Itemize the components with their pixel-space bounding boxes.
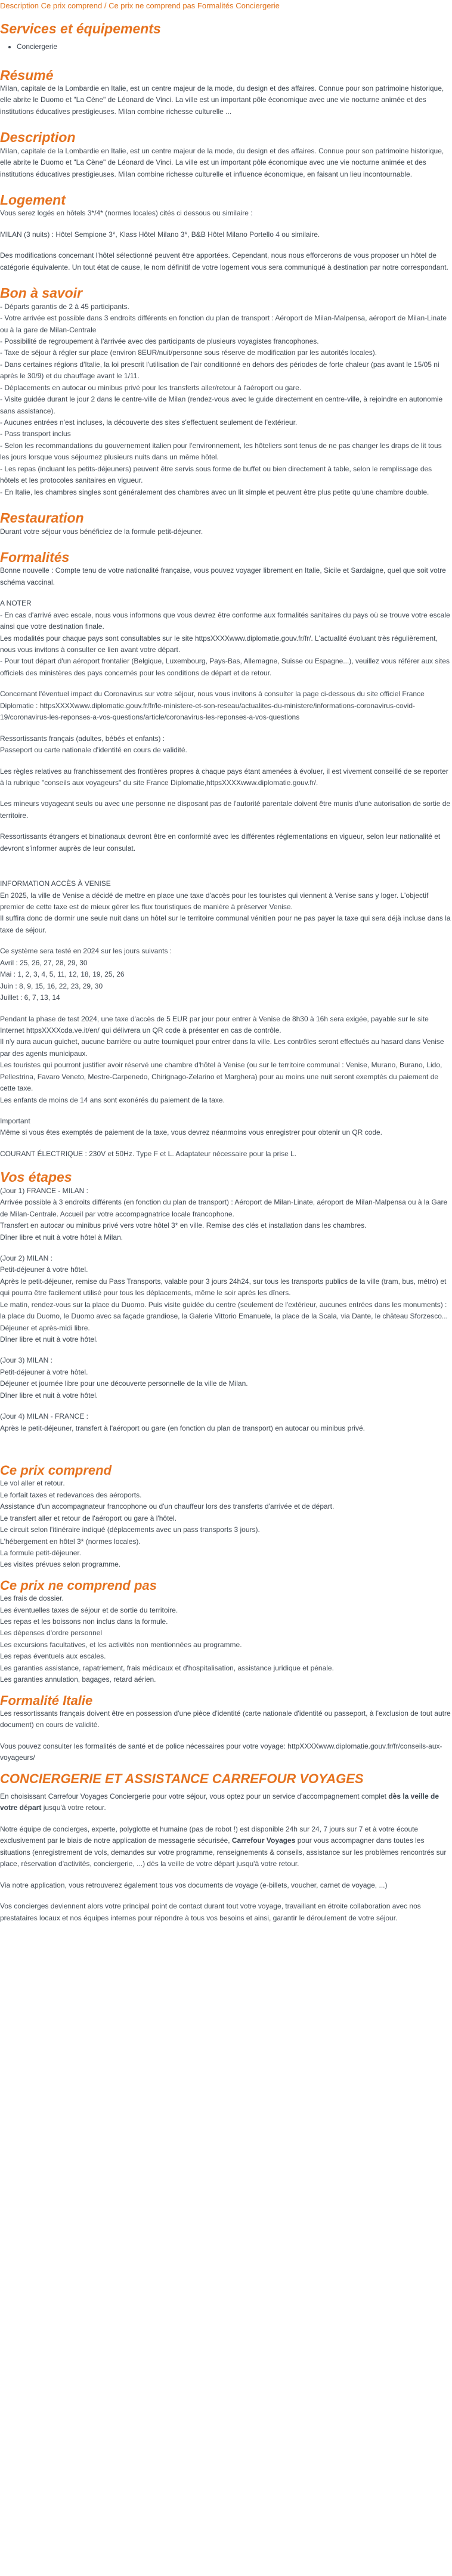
etape-day-title: (Jour 1) FRANCE - MILAN : (0, 1186, 89, 1195)
conciergerie-p1-bold: dès la veille de votre départ (0, 1792, 439, 1812)
etape-day (0, 1411, 452, 1434)
comprend-item: Le vol aller et retour. (0, 1479, 65, 1488)
comprend-title: Ce prix comprend (0, 1463, 112, 1478)
page (0, 1, 452, 1924)
etape-day-title: (Jour 3) MILAN : (0, 1356, 53, 1365)
comprend-item: Le transfert aller et retour de l'aéroport ou gare à l'hôtel. (0, 1514, 177, 1522)
etape-day-title: (Jour 4) MILAN - FRANCE : (0, 1412, 89, 1421)
conciergerie-p2-a: Notre équipe de concierges, experte, polyglotte et humaine (pas de robot !) est disponible 24h sur 24, 7 jours sur 7 et à votre écoute exclusivement par le biais de notre application de messagerie sécurisée, (0, 1824, 419, 1845)
venise-periode (0, 1014, 452, 1107)
comprend-item: Le circuit selon l'itinéraire indiqué (déplacements avec un pass transports 3 jours). (0, 1525, 260, 1534)
comprend-item: Les visites prévues selon programme. (0, 1560, 121, 1569)
restauration-text: Durant votre séjour vous bénéficiez de la formule petit-déjeuner. (0, 527, 203, 536)
bonasavoir-line: - Déplacements en autocar ou minibus privé pour les transferts aller/retour à l'aéroport ou gare. (0, 383, 302, 392)
formaliteitalie-title: Formalité Italie (0, 1692, 93, 1708)
description-title: Description (0, 129, 76, 146)
conciergerie-p2 (0, 1824, 452, 1870)
necomprend-item: Les repas et les boissons non inclus dans la formule. (0, 1617, 168, 1626)
description-text: Milan, capitale de la Lombardie en Italie, est un centre majeur de la mode, du design et des affaires. Connue pour son patrimoine historique, elle abrite le Duomo et "La Cène" de Léonard de Vinci. La ville est un important pôle économique avec une vie nocturne animée et des institutions éducatives prestigieuses. Milan combine richesse culturelle et influence économique, en faisant un lieu incontournable. (0, 146, 444, 178)
necomprend-item: Les garanties annulation, bagages, retard aérien. (0, 1675, 156, 1684)
services-title: Services et équipements (0, 20, 161, 36)
formalites-note-line: - En cas d'arrivé avec escale, nous vous informons que vous devrez être conforme aux formalités sanitaires du pays où se trouve votre escale ainsi que votre destination finale. (0, 610, 450, 631)
bonasavoir-list (0, 301, 452, 498)
venise-periode-line: Les enfants de moins de 14 ans sont exonérés du paiement de la taxe. (0, 1095, 225, 1104)
comprend-item: L'hébergement en hôtel 3* (normes locales). (0, 1537, 141, 1546)
logement-intro: Vous serez logés en hôtels 3*/4* (normes locales) cités ci dessous ou similaire : (0, 209, 253, 218)
necomprend-item: Les frais de dossier. (0, 1594, 64, 1603)
services-list (0, 41, 452, 52)
bonasavoir-line: - Les repas (incluant les petits-déjeuners) peuvent être servis sous forme de buffet ou bien directement à table, selon le remplissage des hôtels et les protocoles sanitaires en vigueur. (0, 464, 432, 485)
venise-periode-line: Pendant la phase de test 2024, une taxe d'accès de 5 EUR par jour pour entrer à Venise de 8h30 à 16h sera exigée, payable sur le site Internet httpsXXXXcda.ve.it/en/ qui délivrera un QR code à présenter en cas de contrôle. (0, 1014, 429, 1034)
necomprend-item: Les excursions facultatives, et les activités non mentionnées au programme. (0, 1640, 242, 1649)
comprend-item: Assistance d'un accompagnateur francophone ou d'un chauffeur lors des transferts d'arrivée et de départ. (0, 1502, 335, 1511)
etape-day-line: Transfert en autocar ou minibus privé vers votre hôtel 3* en ville. Remise des clés et installation dans les chambres. (0, 1221, 367, 1230)
bonasavoir-line: - Pass transport inclus (0, 430, 71, 438)
venise-line: En 2025, la ville de Venise a décidé de mettre en place une taxe d'accès pour les touristes qui viennent à Venise sans y loger. L'objectif premier de cette taxe est de mieux gérer les flux touristiques de manière à préserver Venise. (0, 891, 429, 912)
etape-day (0, 1253, 452, 1346)
formalites-frontieres: Les règles relatives au franchissement des frontières propres à chaque pays étant amenées à évoluer, il est vivement conseillé de se reporter à la rubrique "conseils aux voyageurs" du site France Diplomatie,httpsXXXXwww.diplomatie.gouv.fr/. (0, 767, 448, 787)
bonasavoir-line: - En Italie, les chambres singles sont généralement des chambres avec un lit simple et peuvent être plus petite qu'une chambre double. (0, 487, 429, 496)
etape-day-line: Dîner libre et nuit à votre hôtel. (0, 1335, 98, 1344)
formalites-intro: Bonne nouvelle : Compte tenu de votre nationalité française, vous pouvez voyager librement en Italie, Sicile et Sardaigne, quel que soit votre schéma vaccinal. (0, 566, 446, 586)
formalites-title: Formalités (0, 549, 70, 565)
resume-title: Résumé (0, 67, 54, 83)
restauration-title: Restauration (0, 510, 84, 526)
etape-day-line: Dîner libre et nuit à votre hôtel. (0, 1391, 98, 1400)
conciergerie-p3: Via notre application, vous retrouverez également tous vos documents de voyage (e-billets, voucher, carnet de voyage, ...) (0, 1880, 388, 1889)
logement-note: Des modifications concernant l'hôtel sélectionné peuvent être apportées. Cependant, nous nous efforcerons de vous proposer un hôtel de catégorie équivalente. Un tout état de cause, le nom définitif de votre logement vous sera communiqué à destination par notre correspondant. (0, 251, 448, 271)
conciergerie-p2-c: pour vous accompagner dans toutes les situations (enregistrement de vols, demandes sur votre programme, renseignements & conseils, assistance sur les problèmes rencontrés sur place, réservation d'activités, conciergerie, ...) dès la veille de votre départ jusqu'à votre retour. (0, 1836, 447, 1868)
venise-date-line: Ce système sera testé en 2024 sur les jours suivants : (0, 947, 172, 956)
formalites-mineurs: Les mineurs voyageant seuls ou avec une personne ne disposant pas de l'autorité parentale doivent être munis d'une autorisation de sortie de territoire. (0, 799, 451, 820)
venise-periode-line: Il n'y aura aucun guichet, aucune barrière ou autre tourniquet pour entrer dans la ville. Les contrôles seront effectués au hasard dans Venise par des agents municipaux. (0, 1037, 444, 1058)
etapes-title: Vos étapes (0, 1169, 72, 1185)
bonasavoir-line: - Départs garantis de 2 à 45 participants. (0, 302, 129, 311)
logement-hotels: MILAN (3 nuits) : Hôtel Sempione 3*, Klass Hôtel Milano 3*, B&B Hôtel Milano Portello 4 ou similaire. (0, 230, 320, 239)
venise-info (0, 878, 452, 936)
formalites-notes (0, 598, 452, 679)
venise-important (0, 1116, 452, 1139)
venise-important-line: Important (0, 1117, 30, 1126)
necomprend-item: Les éventuelles taxes de séjour et de sortie du territoire. (0, 1605, 178, 1614)
formalites-ressortissants-2: Passeport ou carte nationale d'identité en cours de validité. (0, 746, 187, 755)
conciergerie-p4: Vos concierges deviennent alors votre principal point de contact durant tout votre voyage, travaillant en étroite collaboration avec nos prestataires locaux et nos équipes internes pour répondre à tous vos besoins et ainsi, garantir le déroulement de votre séjour. (0, 1902, 421, 1922)
necomprend-item: Les dépenses d'ordre personnel (0, 1629, 103, 1638)
breadcrumb[interactable]: Description Ce prix comprend / Ce prix ne comprend pas Formalités Conciergerie (0, 1, 280, 10)
venise-date-line: Juin : 8, 9, 15, 16, 22, 23, 29, 30 (0, 981, 103, 990)
etape-day (0, 1355, 452, 1401)
formalites-note-line: A NOTER (0, 599, 32, 608)
venise-date-line: Juillet : 6, 7, 13, 14 (0, 993, 60, 1002)
etape-day-line: Après le petit-déjeuner, remise du Pass Transports, valable pour 3 jours 24h24, sur tous les transports publics de la ville (tram, bus, métro) et qui pourra être facilement utilisé pour tous les déplacements, même le soir après les dîners. (0, 1277, 447, 1298)
etape-day-line: Après le petit-déjeuner, transfert à l'aéroport ou gare (en fonction du plan de transport) en autocar ou minibus privé. (0, 1423, 365, 1432)
conciergerie-p2-bold: Carrefour Voyages (231, 1836, 296, 1845)
formalites-corona: Concernant l'éventuel impact du Coronavirus sur votre séjour, nous vous invitons à consulter la page ci-dessous du site officiel France Diplomatie : httpsXXXXwww.diplomatie.gouv.fr/fr/le-ministere-et-son-reseau/actualites-du-ministere/informations-coronavirus-covid-19/coronavirus-les-reponses-a-vos-questions/article/coronavirus-les-reponses-a-vos-questions (0, 690, 425, 722)
necomprend-title: Ce prix ne comprend pas (0, 1577, 157, 1593)
formaliteitalie-text-1: Les ressortissants français doivent être en possession d'une pièce d'identité (carte nationale d'identité ou passeport, à l'exclusion de tout autre document) en cours de validité. (0, 1709, 451, 1729)
comprend-list (0, 1478, 452, 1571)
venise-periode-line: Les touristes qui pourront justifier avoir réservé une chambre d'hôtel à Venise (ou sur le territoire communal : Venise, Murano, Burano, Lido, Pellestrina, Favaro Veneto, Mestre-Carpenedo, Chirignago-Zelarino et Marghera) pour au moins une nuit seront exemptés du paiement de cette taxe. (0, 1061, 442, 1093)
necomprend-item: Les repas éventuels aux escales. (0, 1652, 106, 1661)
necomprend-item: Les garanties assistance, rapatriement, frais médicaux et d'hospitalisation, assistance juridique et pénale. (0, 1663, 334, 1672)
comprend-item: La formule petit-déjeuner. (0, 1549, 82, 1557)
bonasavoir-line: - Taxe de séjour à régler sur place (environ 8EUR/nuit/personne sous réserve de modification par les autorités locales). (0, 348, 377, 357)
necomprend-list (0, 1593, 452, 1686)
formaliteitalie-text-2: Vous pouvez consulter les formalités de santé et de police nécessaires pour votre voyage: httpXXXXwww.diplomatie.gouv.fr/fr/conseils-aux-voyageurs/ (0, 1741, 442, 1762)
formalites-etrangers: Ressortissants étrangers et binationaux devront être en conformité avec les différentes réglementations en vigueur, selon leur nationalité et devront s'informer auprès de leur consulat. (0, 832, 441, 853)
venise-important-line: Même si vous êtes exemptés de paiement de la taxe, vous devrez néanmoins vous enregistrer pour obtenir un QR code. (0, 1128, 383, 1137)
venise-dates (0, 946, 452, 1003)
conciergerie-p1-a: En choisissant Carrefour Voyages Conciergerie pour votre séjour, vous optez pour un service d'accompagnement complet (0, 1792, 389, 1801)
bonasavoir-line: - Aucunes entrées n'est incluses, la découverte des sites s'effectuent seulement de l'extérieur. (0, 418, 298, 427)
venise-line: INFORMATION ACCÈS À VENISE (0, 879, 111, 888)
formalites-note-line: - Pour tout départ d'un aéroport frontalier (Belgique, Luxembourg, Pays-Bas, Allemagne, Suisse ou Espagne...), veuillez vous référer aux sites officiels des ministères des pays concernés pour les conditions de départ et de retour. (0, 657, 450, 677)
etape-day-line: Dîner libre et nuit à votre hôtel à Milan. (0, 1233, 123, 1241)
etape-day-title: (Jour 2) MILAN : (0, 1253, 53, 1262)
etape-day-line: Le matin, rendez-vous sur la place du Duomo. Puis visite guidée du centre (seulement de l'extérieur, aucunes entrées dans les monuments) : la place du Duomo, le Duomo avec sa façade grandiose, la Galerie Vittorio Emanuele, la place de la Scala, via Dante, le château Sforzesco... (0, 1300, 448, 1321)
services-item: • Conciergerie (17, 41, 452, 52)
conciergerie-title: CONCIERGERIE ET ASSISTANCE CARREFOUR VOYAGES (0, 1771, 364, 1786)
resume-text: Milan, capitale de la Lombardie en Italie, est un centre majeur de la mode, du design et des affaires. Connue pour son patrimoine historique, elle abrite le Duomo et "La Cène" de Léonard de Vinci. La ville est un important pôle économique avec une vie nocturne animée et des institutions éducatives prestigieuses. Milan combine richesse culturelle ... (0, 84, 444, 116)
etape-day-line: Petit-déjeuner à votre hôtel. (0, 1367, 88, 1376)
bonasavoir-line: - Possibilité de regroupement à l'arrivée avec des participants de plusieurs voyagistes francophones. (0, 336, 319, 345)
venise-date-line: Mai : 1, 2, 3, 4, 5, 11, 12, 18, 19, 25, 26 (0, 970, 125, 979)
bonasavoir-title: Bon à savoir (0, 285, 83, 301)
etape-day-line: Arrivée possible à 3 endroits différents (en fonction du plan de transport) : Aéroport de Milan-Linate, aéroport de Milan-Malpensa ou à la Gare de Milan-Centrale. Accueil par votre accompagnatrice locale francophone. (0, 1198, 448, 1218)
etape-day (0, 1185, 452, 1243)
bonasavoir-line: - Dans certaines régions d'Italie, la loi prescrit l'utilisation de l'air conditionné en dehors des périodes de forte chaleur (pas avant le 15/05 ni après le 30/9) et du chauffage avant le 1/11. (0, 360, 439, 381)
etape-day-line: Déjeuner et après-midi libre. (0, 1323, 90, 1332)
conciergerie-p1-c: jusqu'à votre retour. (41, 1803, 106, 1812)
conciergerie-p1 (0, 1791, 452, 1814)
venise-line: Il suffira donc de dormir une seule nuit dans un hôtel sur le territoire communal vénitien pour ne pas payer la taxe qui sera déjà incluse dans la taxe de séjour. (0, 914, 451, 934)
etape-day-line: Déjeuner et journée libre pour une découverte personnelle de la ville de Milan. (0, 1379, 248, 1388)
bonasavoir-line: - Votre arrivée est possible dans 3 endroits différents en fonction du plan de transport : Aéroport de Milan-Malpensa, aéroport de Milan-Linate ou à la gare de Milan-Centrale (0, 314, 447, 334)
bonasavoir-line: - Selon les recommandations du gouvernement italien pour l'environnement, les hôteliers sont tenus de ne pas changer les draps de lit tous les jours lorsque vous séjournez plusieurs nuits dans un même hôtel. (0, 441, 442, 462)
bonasavoir-line: - Visite guidée durant le jour 2 dans le centre-ville de Milan (rendez-vous avec le guide directement en centre-ville, à rejoindre en autonomie sans assistance). (0, 395, 443, 415)
comprend-item: Le forfait taxes et redevances des aéroports. (0, 1490, 142, 1499)
formalites-ressortissants-1: Ressortissants français (adultes, bébés et enfants) : (0, 734, 165, 743)
logement-title: Logement (0, 192, 66, 208)
etape-day-line: Petit-déjeuner à votre hôtel. (0, 1265, 88, 1274)
etapes-list (0, 1185, 452, 1434)
courant-electrique: COURANT ÉLECTRIQUE : 230V et 50Hz. Type F et L. Adaptateur nécessaire pour la prise L. (0, 1149, 297, 1158)
formalites-note-line: Les modalités pour chaque pays sont consultables sur le site httpsXXXXwww.diplomatie.gouv.fr/fr/. L'actualité évoluant très régulièrement, nous vous invitons à consulter ce lien avant votre départ. (0, 634, 438, 654)
venise-date-line: Avril : 25, 26, 27, 28, 29, 30 (0, 958, 88, 967)
